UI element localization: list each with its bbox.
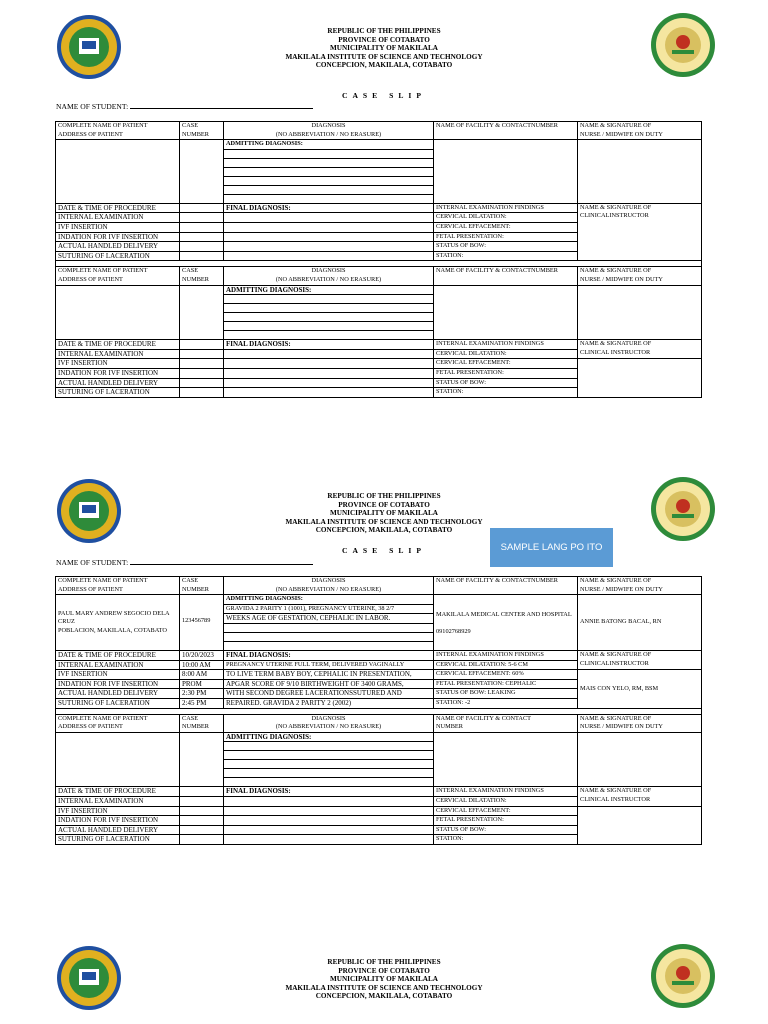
letterhead-line: REPUBLIC OF THE PHILIPPINES [327, 958, 441, 966]
final-line[interactable] [224, 368, 434, 378]
ie-label: INTERNAL EXAMINATION FINDINGS [434, 340, 578, 350]
ie-value[interactable]: STATION: -2 [434, 698, 578, 708]
diagnosis-line[interactable] [224, 158, 434, 167]
letterhead-line: MUNICIPALITY OF MAKILALA [330, 44, 438, 53]
final-line[interactable]: REPAIRED. GRAVIDA 2 PARITY 2 (2002) [224, 698, 434, 708]
letterhead [200, 958, 568, 1001]
proc-label: ACTUAL HANDLED DELIVERY [56, 378, 180, 388]
proc-value[interactable] [180, 816, 224, 826]
diagnosis-line[interactable] [224, 632, 434, 641]
ie-label: STATUS OF BOW: [434, 825, 578, 835]
admitting-diagnosis-label: ADMITTING DIAGNOSIS: [224, 140, 434, 150]
final-diagnosis-label: FINAL DIAGNOSIS: [224, 650, 434, 660]
diagnosis-line[interactable] [224, 149, 434, 158]
diagnosis-line[interactable] [224, 167, 434, 176]
municipal-seal-icon [650, 476, 716, 542]
proc-value[interactable] [180, 359, 224, 369]
proc-value[interactable] [180, 796, 224, 806]
letterhead [200, 27, 568, 70]
diagnosis-line[interactable] [224, 176, 434, 185]
case-number-header: CASE NUMBER [180, 267, 224, 285]
patient-header: COMPLETE NAME OF PATIENT ADDRESS OF PATIENT [56, 714, 180, 732]
proc-value[interactable]: 2:45 PM [180, 698, 224, 708]
diagnosis-line[interactable] [224, 304, 434, 313]
diagnosis-line[interactable] [224, 769, 434, 778]
school-seal-icon [56, 945, 122, 1011]
proc-value[interactable] [180, 213, 224, 223]
patient-header: COMPLETE NAME OF PATIENT ADDRESS OF PATIENT [56, 122, 180, 140]
ie-label: INTERNAL EXAMINATION FINDINGS [434, 787, 578, 797]
letterhead-line: PROVINCE OF COTABATO [338, 966, 430, 975]
sample-note: SAMPLE LANG PO ITO [490, 528, 613, 567]
proc-label: SUTURING OF LACERATION [56, 835, 180, 845]
facility-contact: 09102768929 [436, 627, 471, 635]
proc-label: IVF INSERTION [56, 670, 180, 680]
proc-label: INTERNAL EXAMINATION [56, 213, 180, 223]
diagnosis-line[interactable] [224, 313, 434, 322]
facility-header: NAME OF FACILITY & CONTACTNUMBER [434, 577, 578, 595]
proc-label: INTERNAL EXAMINATION [56, 796, 180, 806]
letterhead-line: REPUBLIC OF THE PHILIPPINES [327, 27, 441, 35]
ie-label: CERVICAL DILATATION: [434, 796, 578, 806]
letterhead-line: MAKILALA INSTITUTE OF SCIENCE AND TECHNOLOGY [285, 983, 483, 992]
diagnosis-line[interactable] [224, 623, 434, 632]
proc-label: INTERNAL EXAMINATION [56, 660, 180, 670]
proc-label: DATE & TIME OF PROCEDURE [56, 650, 180, 660]
letterhead-line: MUNICIPALITY OF MAKILALA [330, 509, 438, 518]
school-seal-icon [56, 14, 122, 80]
proc-value[interactable] [180, 378, 224, 388]
admitting-diagnosis-label: ADMITTING DIAGNOSIS: [224, 732, 434, 742]
proc-value[interactable] [180, 835, 224, 845]
nurse-header: NAME & SIGNATURE OF NURSE / MIDWIFE ON DUTY [578, 714, 702, 732]
final-line[interactable]: APGAR SCORE OF 9/10 BIRTHWEIGHT OF 3400 GRAMS, [224, 679, 434, 689]
instructor-cell[interactable]: MAIS CON YELO, RM, BSM [578, 670, 702, 708]
proc-label: SUTURING OF LACERATION [56, 251, 180, 261]
facility-header: NAME OF FACILITY & CONTACTNUMBER [434, 122, 578, 140]
final-line[interactable]: WITH SECOND DEGREE LACERATIONSSUTURED AND [224, 689, 434, 699]
municipal-seal-icon [650, 12, 716, 78]
patient-address: POBLACION, MAKILALA, COTABATO [58, 626, 167, 634]
ie-label: STATION: [434, 388, 578, 398]
letterhead-line: CONCEPCION, MAKILALA, COTABATO [315, 61, 453, 70]
ie-label: FETAL PRESENTATION: [434, 816, 578, 826]
proc-label: IVF INSERTION [56, 806, 180, 816]
patient-cell[interactable] [56, 285, 180, 340]
ie-label: CERVICAL EFFACEMENT: [434, 359, 578, 369]
patient-header: COMPLETE NAME OF PATIENT ADDRESS OF PATIENT [56, 577, 180, 595]
instructor-cell[interactable]: NAME & SIGNATURE OF CLINICALINSTRUCTOR [578, 203, 702, 261]
case-number-cell[interactable] [180, 732, 224, 787]
proc-label: DATE & TIME OF PROCEDURE [56, 203, 180, 213]
facility-header: NAME OF FACILITY & CONTACTNUMBER [434, 267, 578, 285]
final-line[interactable] [224, 349, 434, 359]
nurse-cell[interactable]: ANNIE BATONG BACAL, RN [578, 595, 702, 651]
ie-value[interactable]: CERVICAL DILATATION: 5-6 CM [434, 660, 578, 670]
proc-value[interactable] [180, 340, 224, 350]
admitting-diagnosis-label: ADMITTING DIAGNOSIS: [224, 285, 434, 295]
proc-value[interactable]: 8:00 AM [180, 670, 224, 680]
letterhead-line: MAKILALA INSTITUTE OF SCIENCE AND TECHNOLOGY [285, 52, 483, 61]
diagnosis-line[interactable] [224, 641, 434, 650]
proc-label: INDATION FOR IVF INSERTION [56, 816, 180, 826]
proc-label: DATE & TIME OF PROCEDURE [56, 787, 180, 797]
ie-label: CERVICAL EFFACEMENT: [434, 806, 578, 816]
facility-cell[interactable] [434, 285, 578, 340]
final-line[interactable]: TO LIVE TERM BABY BOY, CEPHALIC IN PRESENTATION, [224, 670, 434, 680]
diagnosis-line[interactable] [224, 742, 434, 751]
proc-value[interactable] [180, 242, 224, 252]
proc-label: ACTUAL HANDLED DELIVERY [56, 825, 180, 835]
ie-value[interactable]: FETAL PRESENTATION: CEPHALIC [434, 679, 578, 689]
diagnosis-line[interactable] [224, 331, 434, 340]
admitting-diagnosis-label: ADMITTING DIAGNOSIS: [224, 595, 434, 605]
proc-label: DATE & TIME OF PROCEDURE [56, 340, 180, 350]
proc-value[interactable]: 2:30 PM [180, 689, 224, 699]
ie-label: FETAL PRESENTATION: [434, 232, 578, 242]
proc-value[interactable] [180, 349, 224, 359]
proc-label: ACTUAL HANDLED DELIVERY [56, 689, 180, 699]
ie-value[interactable]: CERVICAL EFFACEMENT: 60% [434, 670, 578, 680]
instructor-cell[interactable]: NAME & SIGNATURE OF CLINICAL INSTRUCTOR [578, 787, 702, 806]
proc-label: INDATION FOR IVF INSERTION [56, 232, 180, 242]
ie-value[interactable]: STATUS OF BOW: LEAKING [434, 689, 578, 699]
final-diagnosis-label: FINAL DIAGNOSIS: [224, 787, 434, 797]
diagnosis-line[interactable] [224, 194, 434, 203]
proc-value[interactable]: 10:00 AM [180, 660, 224, 670]
diagnosis-header: DIAGNOSIS (NO ABBREVIATION / NO ERASURE) [224, 122, 434, 140]
proc-value[interactable] [180, 203, 224, 213]
case-number-cell[interactable]: 123456789 [180, 595, 224, 651]
case-number-header: CASE NUMBER [180, 122, 224, 140]
final-line[interactable] [224, 213, 434, 223]
proc-label: INDATION FOR IVF INSERTION [56, 368, 180, 378]
diagnosis-line[interactable] [224, 185, 434, 194]
facility-cell[interactable] [434, 140, 578, 204]
final-line[interactable] [224, 251, 434, 261]
facility-name: MAKILALA MEDICAL CENTER AND HOSPITAL [436, 611, 572, 619]
diagnosis-line[interactable] [224, 751, 434, 760]
case-slip-title: CASE SLIP [341, 91, 427, 100]
final-line[interactable] [224, 388, 434, 398]
proc-value[interactable]: PROM [180, 679, 224, 689]
nurse-header: NAME & SIGNATURE OF NURSE / MIDWIFE ON DUTY [578, 577, 702, 595]
case-number-cell[interactable] [180, 285, 224, 340]
student-name-label: NAME OF STUDENT: [56, 558, 129, 567]
nurse-cell[interactable] [578, 285, 702, 340]
ie-label: FETAL PRESENTATION: [434, 368, 578, 378]
letterhead-line: PROVINCE OF COTABATO [338, 35, 430, 44]
final-line[interactable] [224, 242, 434, 252]
student-name-field[interactable] [56, 557, 313, 567]
nurse-header: NAME & SIGNATURE OF NURSE / MIDWIFE ON DUTY [578, 122, 702, 140]
diagnosis-header: DIAGNOSIS (NO ABBREVIATION / NO ERASURE) [224, 714, 434, 732]
diagnosis-line[interactable] [224, 778, 434, 787]
letterhead-line: REPUBLIC OF THE PHILIPPINES [327, 492, 441, 500]
proc-label: SUTURING OF LACERATION [56, 698, 180, 708]
facility-cell[interactable] [434, 595, 578, 651]
proc-label: SUTURING OF LACERATION [56, 388, 180, 398]
ie-label: CERVICAL EFFACEMENT: [434, 222, 578, 232]
case-slip-table [55, 121, 702, 398]
final-line[interactable] [224, 796, 434, 806]
proc-value[interactable]: 10/20/2023 [180, 650, 224, 660]
proc-value[interactable] [180, 251, 224, 261]
patient-name: PAUL MARY ANDREW SEGOCIO DELA CRUZ [58, 609, 170, 626]
patient-header: COMPLETE NAME OF PATIENT ADDRESS OF PATIENT [56, 267, 180, 285]
letterhead-line: MAKILALA INSTITUTE OF SCIENCE AND TECHNOLOGY [285, 517, 483, 526]
case-number-header: CASE NUMBER [180, 714, 224, 732]
instructor-header-cell: NAME & SIGNATURE OF CLINICALINSTRUCTOR [578, 650, 702, 669]
nurse-cell[interactable] [578, 140, 702, 204]
proc-label: ACTUAL HANDLED DELIVERY [56, 242, 180, 252]
final-diagnosis-label: FINAL DIAGNOSIS: [224, 203, 434, 213]
proc-value[interactable] [180, 232, 224, 242]
diagnosis-line[interactable]: WEEKS AGE OF GESTATION, CEPHALIC IN LABOR. [224, 614, 434, 624]
patient-cell[interactable] [56, 732, 180, 787]
proc-value[interactable] [180, 388, 224, 398]
ie-value[interactable]: INTERNAL EXAMINATION FINDINGS [434, 650, 578, 660]
final-line[interactable] [224, 835, 434, 845]
proc-label: INTERNAL EXAMINATION [56, 349, 180, 359]
ie-label: CERVICAL DILATATION: [434, 349, 578, 359]
ie-label: STATION: [434, 251, 578, 261]
nurse-header: NAME & SIGNATURE OF NURSE / MIDWIFE ON DUTY [578, 267, 702, 285]
final-line[interactable] [224, 378, 434, 388]
facility-header: NAME OF FACILITY & CONTACT NUMBER [434, 714, 578, 732]
proc-label: IVF INSERTION [56, 222, 180, 232]
student-name-field[interactable] [56, 101, 313, 111]
diagnosis-line[interactable]: GRAVIDA 2 PARITY 1 (1001), PREGNANCY UTERINE, 38 2/7 [224, 604, 434, 614]
letterhead-line: CONCEPCION, MAKILALA, COTABATO [315, 992, 453, 1001]
final-line[interactable] [224, 825, 434, 835]
case-slip-table-filled [55, 576, 702, 845]
case-slip-title: CASE SLIP [341, 546, 427, 555]
ie-label: INTERNAL EXAMINATION FINDINGS [434, 203, 578, 213]
diagnosis-line[interactable] [224, 760, 434, 769]
letterhead-line: PROVINCE OF COTABATO [338, 500, 430, 509]
nurse-cell[interactable] [578, 732, 702, 787]
patient-cell[interactable] [56, 595, 180, 651]
diagnosis-header: DIAGNOSIS (NO ABBREVIATION / NO ERASURE) [224, 577, 434, 595]
final-diagnosis-label: FINAL DIAGNOSIS: [224, 340, 434, 350]
final-line[interactable] [224, 359, 434, 369]
school-seal-icon [56, 478, 122, 544]
final-line[interactable] [224, 232, 434, 242]
instructor-cell[interactable]: NAME & SIGNATURE OF CLINICAL INSTRUCTOR [578, 340, 702, 359]
diagnosis-line[interactable] [224, 322, 434, 331]
student-name-label: NAME OF STUDENT: [56, 102, 129, 111]
proc-label: INDATION FOR IVF INSERTION [56, 679, 180, 689]
ie-label: STATUS OF BOW: [434, 242, 578, 252]
proc-value[interactable] [180, 825, 224, 835]
proc-label: IVF INSERTION [56, 359, 180, 369]
instructor-sign-cell[interactable] [578, 806, 702, 844]
facility-cell[interactable] [434, 732, 578, 787]
patient-cell[interactable] [56, 140, 180, 204]
case-number-header: CASE NUMBER [180, 577, 224, 595]
diagnosis-line[interactable] [224, 295, 434, 304]
municipal-seal-icon [650, 943, 716, 1009]
final-line[interactable]: PREGNANCY UTERINE FULL TERM, DELIVERED VAGINALLY [224, 660, 434, 670]
proc-value[interactable] [180, 787, 224, 797]
ie-label: STATUS OF BOW: [434, 378, 578, 388]
final-line[interactable] [224, 222, 434, 232]
proc-value[interactable] [180, 222, 224, 232]
final-line[interactable] [224, 806, 434, 816]
ie-label: CERVICAL DILATATION: [434, 213, 578, 223]
final-line[interactable] [224, 816, 434, 826]
letterhead-line: CONCEPCION, MAKILALA, COTABATO [315, 526, 453, 535]
ie-label: STATION: [434, 835, 578, 845]
proc-value[interactable] [180, 368, 224, 378]
instructor-sign-cell[interactable] [578, 359, 702, 397]
letterhead-line: MUNICIPALITY OF MAKILALA [330, 975, 438, 984]
case-number-cell[interactable] [180, 140, 224, 204]
diagnosis-header: DIAGNOSIS (NO ABBREVIATION / NO ERASURE) [224, 267, 434, 285]
proc-value[interactable] [180, 806, 224, 816]
